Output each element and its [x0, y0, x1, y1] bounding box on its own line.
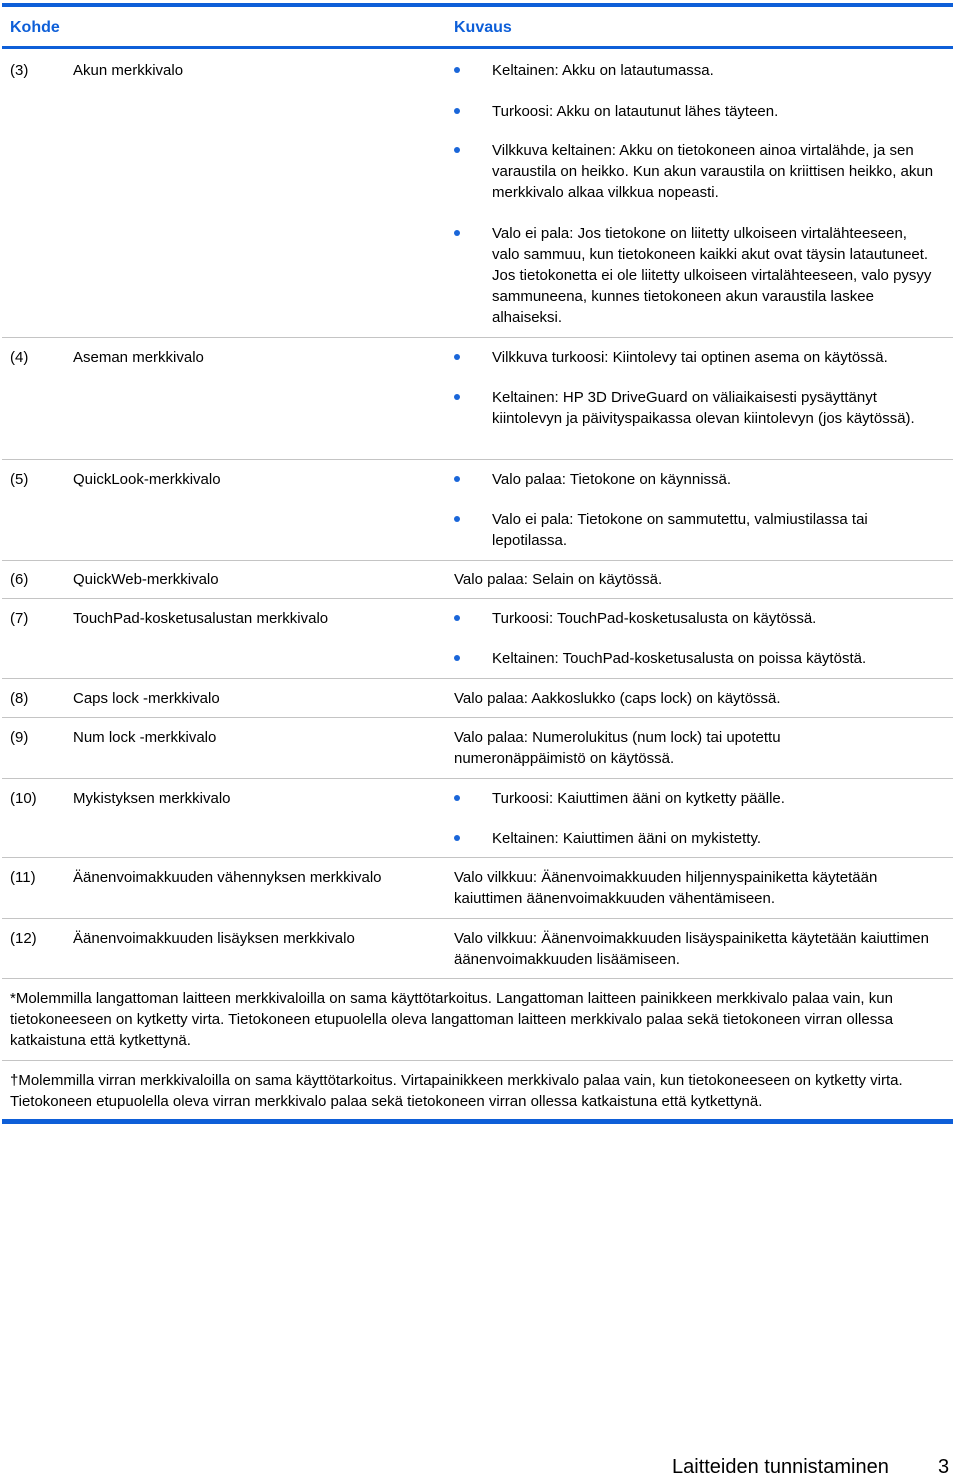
- bullet-item: Keltainen: Akku on latautumassa.: [454, 60, 934, 81]
- row-item: Num lock -merkkivalo: [73, 729, 217, 746]
- bullet-icon: [454, 230, 460, 236]
- row-divider: [2, 918, 953, 919]
- row-divider: [2, 459, 953, 460]
- row-item: TouchPad-kosketusalustan merkkivalo: [73, 610, 329, 627]
- bullet-item: Vilkkuva turkoosi: Kiintolevy tai optinen asema on käytössä.: [454, 347, 934, 368]
- row-number: (12): [10, 930, 37, 947]
- bullet-icon: [454, 835, 460, 841]
- bullet-icon: [454, 516, 460, 522]
- row-item: Akun merkkivalo: [73, 62, 184, 79]
- row-divider: [2, 337, 953, 338]
- row-divider: [2, 678, 953, 679]
- row-divider: [2, 978, 953, 979]
- bullet-item: Valo palaa: Tietokone on käynnissä.: [454, 469, 934, 490]
- row-number: (9): [10, 729, 29, 746]
- row-item: Aseman merkkivalo: [73, 349, 204, 366]
- bullet-icon: [454, 615, 460, 621]
- bullet-item: Turkoosi: Akku on latautunut lähes täyteen.: [454, 101, 934, 122]
- row-description: Valo vilkkuu: Äänenvoimakkuuden hiljennyspainiketta käytetään kaiuttimen äänenvoimakkuuden vähentämiseen.: [454, 869, 878, 907]
- header-description: Kuvaus: [454, 19, 512, 36]
- page-number: 3: [938, 1456, 950, 1478]
- bullet-item: Valo ei pala: Tietokone on sammutettu, valmiustilassa tai lepotilassa.: [454, 509, 934, 551]
- row-divider: [2, 857, 953, 858]
- row-item: QuickWeb-merkkivalo: [73, 571, 219, 588]
- bullet-icon: [454, 655, 460, 661]
- row-divider: [2, 778, 953, 779]
- bullet-item: Valo ei pala: Jos tietokone on liitetty ulkoiseen virtalähteeseen, valo sammuu, kun tietokoneen kaikki akut ovat täysin latautuneet. Jos tietokonetta ei ole liitetty ulkoiseen virtalähteeseen, valo pysyy sammuneena, kunnes tietokoneen akun varaustila laskee alhaiseksi.: [454, 223, 934, 328]
- row-item: Mykistyksen merkkivalo: [73, 790, 231, 807]
- bullet-item: Turkoosi: Kaiuttimen ääni on kytketty päälle.: [454, 788, 934, 809]
- row-divider: [2, 717, 953, 718]
- row-number: (10): [10, 790, 37, 807]
- bullet-item: Keltainen: Kaiuttimen ääni on mykistetty.: [454, 828, 934, 849]
- footnote-wireless: *Molemmilla langattoman laitteen merkkivaloilla on sama käyttötarkoitus. Langattoman laitteen painikkeen merkkivalo palaa vain, kun tietokoneeseen on kytketty virta. Tietokoneen etupuolella oleva langattoman laitteen merkkivalo palaa sekä tietokoneen virran ollessa katkaistuna että kytkettynä.: [10, 990, 894, 1049]
- row-number: (3): [10, 62, 29, 79]
- row-number: (7): [10, 610, 29, 627]
- row-divider: [2, 1060, 953, 1061]
- row-description: Valo palaa: Aakkoslukko (caps lock) on käytössä.: [454, 690, 781, 707]
- row-number: (8): [10, 690, 29, 707]
- row-number: (11): [10, 869, 36, 886]
- row-divider: [2, 598, 953, 599]
- row-item: QuickLook-merkkivalo: [73, 471, 221, 488]
- row-number: (5): [10, 471, 29, 488]
- table-header-rule: [2, 46, 953, 49]
- row-number: (4): [10, 349, 29, 366]
- table-bottom-rule: [2, 1119, 953, 1124]
- bullet-icon: [454, 394, 460, 400]
- bullet-icon: [454, 476, 460, 482]
- row-description: Valo palaa: Selain on käytössä.: [454, 571, 663, 588]
- bullet-icon: [454, 108, 460, 114]
- row-description: Valo vilkkuu: Äänenvoimakkuuden lisäyspainiketta käytetään kaiuttimen äänenvoimakkuuden lisäämiseen.: [454, 930, 929, 968]
- row-item: Äänenvoimakkuuden lisäyksen merkkivalo: [73, 930, 355, 947]
- bullet-icon: [454, 795, 460, 801]
- bullet-item: Vilkkuva keltainen: Akku on tietokoneen ainoa virtalähde, ja sen varaustila on heikko. Kun akun varaustila on kriittisen heikko, akun merkkivalo alkaa vilkkua nopeasti.: [454, 140, 934, 203]
- bullet-icon: [454, 147, 460, 153]
- row-item: Caps lock -merkkivalo: [73, 690, 220, 707]
- bullet-item: Keltainen: HP 3D DriveGuard on väliaikaisesti pysäyttänyt kiintolevyn ja päivityspaikassa olevan kiintolevyn (jos käytössä).: [454, 387, 934, 429]
- row-number: (6): [10, 571, 29, 588]
- row-item: Äänenvoimakkuuden vähennyksen merkkivalo: [73, 869, 382, 886]
- bullet-item: Turkoosi: TouchPad-kosketusalusta on käytössä.: [454, 608, 934, 629]
- bullet-item: Keltainen: TouchPad-kosketusalusta on poissa käytöstä.: [454, 648, 934, 669]
- row-divider: [2, 560, 953, 561]
- header-item: Kohde: [10, 19, 60, 36]
- bullet-icon: [454, 354, 460, 360]
- row-description: Valo palaa: Numerolukitus (num lock) tai upotettu numeronäppäimistö on käytössä.: [454, 729, 781, 767]
- footnote-power: †Molemmilla virran merkkivaloilla on sama käyttötarkoitus. Virtapainikkeen merkkivalo palaa vain, kun tietokoneeseen on kytketty virta. Tietokoneen etupuolella oleva virran merkkivalo palaa sekä tietokoneen virran ollessa katkaistuna että kytkettynä.: [10, 1072, 903, 1110]
- table-top-rule: [2, 3, 953, 7]
- bullet-icon: [454, 67, 460, 73]
- footer-chapter-title: Laitteiden tunnistaminen: [672, 1456, 889, 1478]
